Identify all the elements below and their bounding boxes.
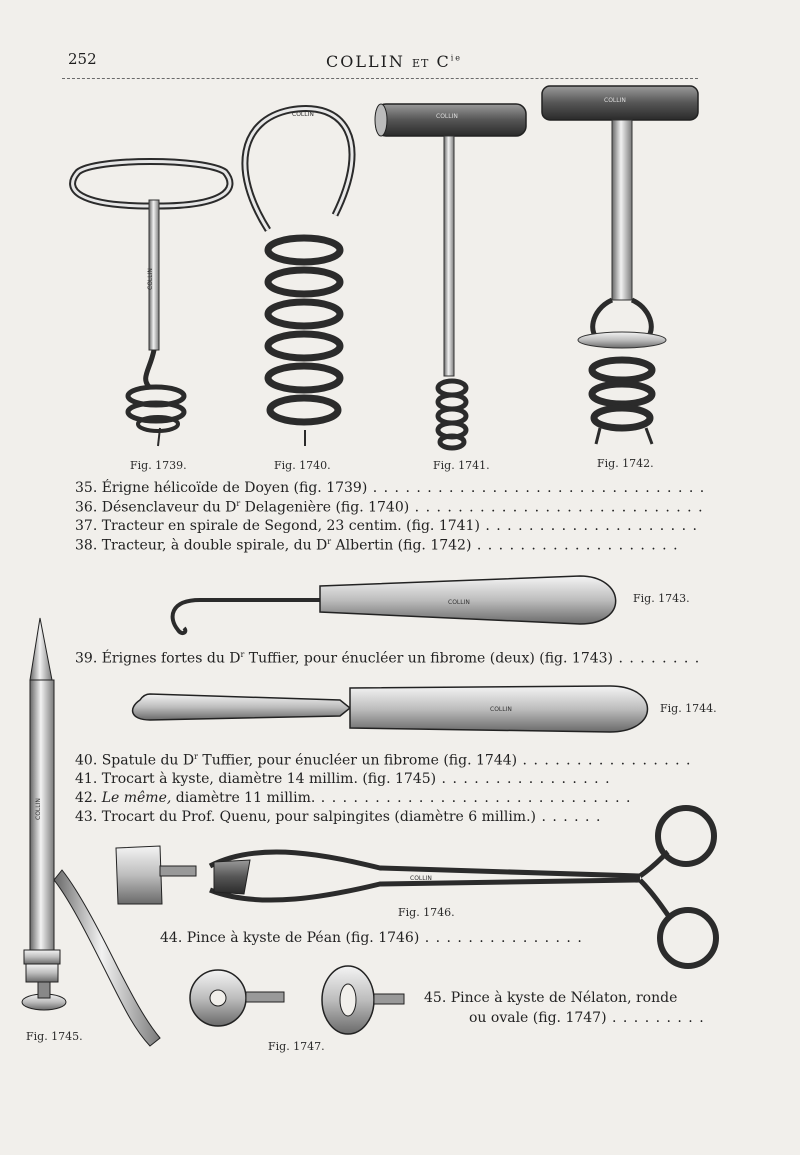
list-item-39: 39. Érignes fortes du $D^r$ Tuffier, pour énucléer un fibrome (deux) (fig. 1743) . . . . . . . . [75,650,701,667]
list-item-45-text-2: ou ovale (fig. 1747) [469,1010,607,1026]
engraving-mark-1746: COLLIN [410,875,432,882]
list-item-39-text-c: Tuffier, pour énucléer un fibrome (deux) (fig. 1743) [244,650,614,667]
caption-fig-1743: Fig. 1743. [633,592,690,605]
engraving-mark-1741: COLLIN [436,113,458,120]
fig-1741-instrument [375,104,526,448]
engraving-mark-1743: COLLIN [448,599,470,606]
caption-fig-1742: Fig. 1742. [597,457,654,470]
list-item-40: 40. Spatule du $D^r$ Tuffier, pour énucléer un fibrome (fig. 1744) . . . . . . . . . . . . . . . . [75,752,692,769]
caption-fig-1741: Fig. 1741. [433,459,490,472]
caption-fig-1740: Fig. 1740. [274,459,331,472]
list-item-37-text: 37. Tracteur en spirale de Segond, 23 centim. (fig. 1741) [75,518,480,534]
list-item-40-text-c: Tuffier, pour énucléer un fibrome (fig. 1744) [197,752,518,769]
caption-fig-1746: Fig. 1746. [398,906,455,919]
list-item-42-text-a: 42. [75,790,102,806]
caption-fig-1739: Fig. 1739. [130,459,187,472]
list-item-35: 35. Érigne hélicoïde de Doyen (fig. 1739) . . . . . . . . . . . . . . . . . . . . . . . . . . . . . . . [75,480,706,496]
list-item-36: 36. Désenclaveur du $D^r$ Delagenière (fig. 1740) . . . . . . . . . . . . . . . . . . . . . . . . . . . [75,499,704,516]
list-item-43-text: 43. Trocart du Prof. Quenu, pour salpingites (diamètre 6 millim.) [75,809,536,825]
engraving-mark-1745: COLLIN [35,798,42,820]
list-item-39-sup: r [240,650,245,659]
fig-1742-instrument [542,86,698,444]
page-number: 252 [68,50,97,68]
engraving-mark-1742: COLLIN [604,97,626,104]
list-item-41-text: 41. Trocart à kyste, diamètre 14 millim. (fig. 1745) [75,771,437,787]
list-item-43: 43. Trocart du Prof. Quenu, pour salpingites (diamètre 6 millim.) . . . . . . [75,809,602,825]
header-conj: ET [412,57,430,70]
list-item-36-sup: r [236,499,241,508]
list-item-44: 44. Pince à kyste de Péan (fig. 1746) . . . . . . . . . . . . . . . [160,930,583,946]
list-item-45-line1: 45. Pince à kyste de Nélaton, ronde [424,990,678,1006]
header-company: COLLIN [326,52,405,71]
fig-1745-instrument [22,618,160,1046]
caption-fig-1747: Fig. 1747. [268,1040,325,1053]
list-item-37: 37. Tracteur en spirale de Segond, 23 centim. (fig. 1741) . . . . . . . . . . . . . . . . . . . . [75,518,698,534]
list-item-42-italic: Le même, [101,790,172,806]
caption-fig-1745: Fig. 1745. [26,1030,83,1043]
fig-1747-instrument [190,966,404,1034]
fig-1743-instrument [173,576,616,633]
engraving-mark-1744: COLLIN [490,706,512,713]
list-item-38-text-c: Albertin (fig. 1742) [331,537,472,554]
list-item-38: 38. Tracteur, à double spirale, du $D^r$ Albertin (fig. 1742) . . . . . . . . . . . . . . . . . . . [75,537,679,554]
list-item-36-text-c: Delagenière (fig. 1740) [240,499,410,516]
header-suffix-sup: ie [450,53,463,63]
list-item-42-text-c: diamètre 11 millim. [171,790,316,806]
list-item-44-text: 44. Pince à kyste de Péan (fig. 1746) [160,930,420,946]
list-item-38-sup: r [327,537,332,546]
list-item-45-line2: ou ovale (fig. 1747) . . . . . . . . . [469,1010,705,1026]
list-item-40-sup: r [194,752,198,761]
list-item-41: 41. Trocart à kyste, diamètre 14 millim. (fig. 1745) . . . . . . . . . . . . . . . . [75,771,611,787]
engraving-mark-1740: COLLIN [292,111,314,118]
list-item-38-text-a: 38. Tracteur, à double spirale, du D [75,537,328,554]
fig-1739-instrument [73,162,230,447]
fig-1740-instrument [245,108,352,446]
fig-1744-instrument [133,686,648,732]
header-suffix: C [436,52,451,71]
list-item-39-text-a: 39. Érignes fortes du D [75,650,241,667]
caption-fig-1744: Fig. 1744. [660,702,717,715]
list-item-40-text-a: 40. Spatule du D [75,752,195,769]
list-item-42: 42. Le même, diamètre 11 millim. . . . . . . . . . . . . . . . . . . . . . . . . . . . . . [75,790,632,806]
engraving-mark-1739: COLLIN [147,268,154,290]
list-item-35-text: 35. Érigne hélicoïde de Doyen (fig. 1739) [75,480,368,496]
list-item-36-text-a: 36. Désenclaveur du D [75,499,237,516]
